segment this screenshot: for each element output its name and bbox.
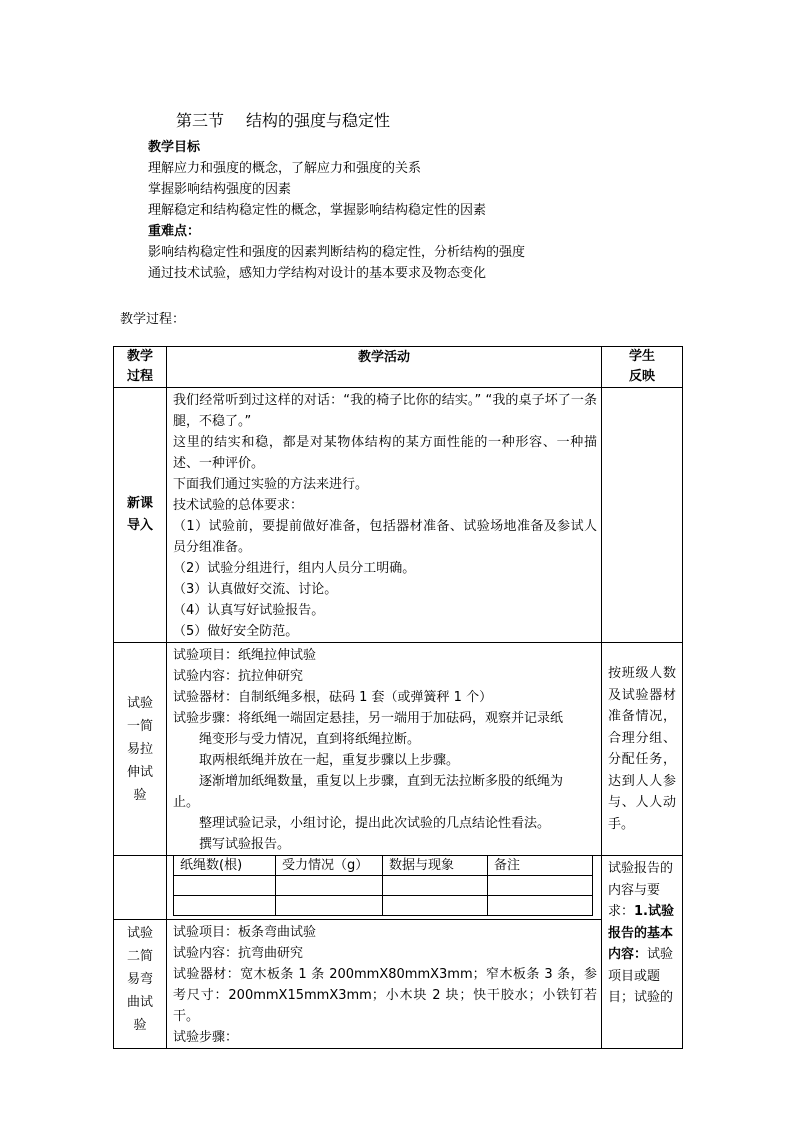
exp1-line: 试验器材：自制纸绳多根，砝码 1 套（或弹簧秤 1 个） bbox=[173, 690, 493, 705]
report-requirements bbox=[602, 856, 683, 1049]
intro-line: 技术试验的总体要求： bbox=[173, 498, 304, 513]
exp1-row bbox=[114, 643, 683, 856]
objective-item: 理解稳定和结构稳定性的概念，掌握影响结构稳定性的因素 bbox=[148, 203, 487, 218]
record-header: 备注 bbox=[488, 856, 593, 876]
table-row bbox=[174, 896, 593, 916]
header-activity: 教学活动 bbox=[167, 347, 602, 388]
page-title bbox=[176, 108, 390, 131]
exp2-line: 试验步骤： bbox=[173, 1030, 239, 1045]
intro-line: （3）认真做好交流、讨论。 bbox=[173, 582, 338, 597]
report-basic-heading: 1.试验报告的基本内容： bbox=[608, 904, 674, 962]
intro-response bbox=[602, 388, 683, 643]
table-row bbox=[174, 876, 593, 896]
exp1-line: 整理试验记录，小组讨论，提出此次试验的几点结论性看法。 bbox=[199, 816, 551, 831]
key-point-item: 影响结构稳定性和强度的因素判断结构的稳定性，分析结构的强度 bbox=[148, 245, 526, 260]
intro-line: 我们经常听到过这样的对话：“我的椅子比你的结实。” “我的桌子坏了一条腿，不稳了。” bbox=[173, 393, 597, 429]
record-table bbox=[173, 856, 593, 916]
intro-line: 下面我们通过实验的方法来进行。 bbox=[173, 477, 369, 492]
exp1-line: 止。 bbox=[173, 795, 200, 810]
objective-item: 掌握影响结构强度的因素 bbox=[148, 182, 292, 197]
table-header-row bbox=[114, 347, 683, 388]
exp1-content bbox=[167, 643, 602, 856]
exp1-response-text: 按班级人数及试验器材准备情况，合理分组、分配任务，达到人人参与、人人动手。 bbox=[608, 666, 676, 832]
record-cell-value bbox=[488, 876, 593, 896]
record-row bbox=[114, 856, 683, 920]
section-number: 第三节 bbox=[176, 111, 225, 130]
record-cell-value bbox=[488, 896, 593, 916]
record-label-cell bbox=[114, 856, 167, 920]
record-header: 受力情况（g） bbox=[276, 856, 383, 876]
exp1-line: 试验内容：抗拉伸研究 bbox=[173, 669, 304, 684]
exp2-row bbox=[114, 920, 683, 1049]
report-basic-text: 试验项目或题目；试验的 bbox=[608, 947, 674, 1005]
exp1-line: 试验项目：纸绳拉伸试验 bbox=[173, 648, 317, 663]
record-cell-value bbox=[276, 896, 383, 916]
record-cell-value bbox=[174, 876, 276, 896]
exp2-label: 试验二简易弯曲试验 bbox=[114, 920, 167, 1049]
objective-item: 理解应力和强度的概念，了解应力和强度的关系 bbox=[148, 161, 422, 176]
report-intro: 试验报告的内容与要求： bbox=[608, 861, 674, 919]
header-process: 教学过程 bbox=[114, 347, 167, 388]
record-cell-value bbox=[383, 876, 488, 896]
intro-line: 这里的结实和稳，都是对某物体结构的某方面性能的一种形容、一种描述、一种评价。 bbox=[173, 435, 597, 471]
record-header: 纸绳数(根) bbox=[174, 856, 276, 876]
key-points-heading: 重难点： bbox=[148, 224, 201, 239]
exp1-line: 绳变形与受力情况，直到将纸绳拉断。 bbox=[199, 732, 421, 747]
record-cell-value bbox=[383, 896, 488, 916]
exp1-line: 试验步骤：将纸绳一端固定悬挂，另一端用于加砝码，观察并记录纸 bbox=[173, 711, 564, 726]
exp1-label: 试验一简易拉伸试验 bbox=[114, 643, 167, 856]
record-header: 数据与现象 bbox=[383, 856, 488, 876]
objectives-heading: 教学目标 bbox=[148, 140, 201, 155]
intro-line: （2）试验分组进行，组内人员分工明确。 bbox=[173, 561, 416, 576]
key-point-item: 通过技术试验，感知力学结构对设计的基本要求及物态变化 bbox=[148, 266, 487, 281]
record-cell bbox=[167, 856, 602, 920]
process-label: 教学过程： bbox=[120, 312, 186, 327]
exp2-content bbox=[167, 920, 602, 1049]
intro-line: （1）试验前，要提前做好准备，包括器材准备、试验场地准备及参试人员分组准备。 bbox=[173, 519, 597, 555]
record-cell-value bbox=[276, 876, 383, 896]
intro-line: （4）认真写好试验报告。 bbox=[173, 603, 325, 618]
intro-line: （5）做好安全防范。 bbox=[173, 624, 299, 639]
exp2-line: 试验器材：宽木板条 1 条 200mmX80mmX3mm；窄木板条 3 条，参考尺寸：200mmX15mmX3mm；小木块 2 块；快干胶水；小铁钉若干。 bbox=[173, 967, 597, 1024]
intro-row bbox=[114, 388, 683, 643]
record-cell-value bbox=[174, 896, 276, 916]
exp2-line: 试验内容：抗弯曲研究 bbox=[173, 946, 304, 961]
exp1-line: 撰写试验报告。 bbox=[199, 837, 291, 852]
exp1-response bbox=[602, 643, 683, 856]
exp2-line: 试验项目：板条弯曲试验 bbox=[173, 925, 317, 940]
intro-label: 新课导入 bbox=[114, 388, 167, 643]
intro-content bbox=[167, 388, 602, 643]
lesson-table bbox=[113, 346, 683, 1049]
header-response: 学生反映 bbox=[602, 347, 683, 388]
section-name: 结构的强度与稳定性 bbox=[246, 111, 391, 130]
exp1-line: 取两根纸绳并放在一起，重复步骤以上步骤。 bbox=[199, 753, 460, 768]
exp1-line: 逐渐增加纸绳数量，重复以上步骤，直到无法拉断多股的纸绳为 bbox=[199, 774, 564, 789]
record-header-row bbox=[174, 856, 593, 876]
